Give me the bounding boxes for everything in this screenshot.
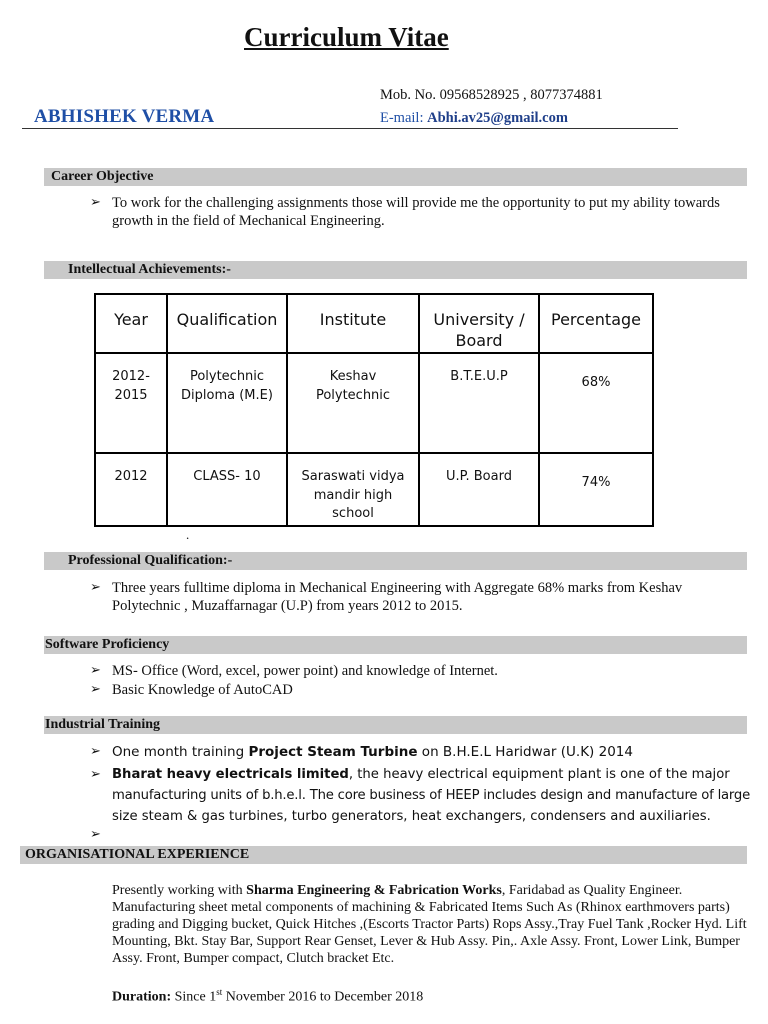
career-objective-line1: To work for the challenging assignments those will provide me the opportunity to put my ability towards: [112, 195, 720, 211]
email-address[interactable]: Abhi.av25@gmail.com: [427, 110, 568, 126]
cell-percentage: 68%: [539, 353, 653, 453]
experience-heading: ORGANISATIONAL EXPERIENCE: [20, 846, 747, 864]
column-header-board: University / Board: [419, 294, 539, 353]
mobile-number: Mob. No. 09568528925 , 8077374881: [380, 87, 603, 103]
cv-title: Curriculum Vitae: [244, 22, 449, 52]
software-item: [90, 681, 746, 699]
career-objective-item: [90, 194, 746, 232]
professional-line1: Three years fulltime diploma in Mechanical Engineering with Aggregate 68% marks from Keshav: [112, 580, 683, 596]
career-objective-heading: Career Objective: [44, 168, 747, 186]
empty-bullet: [90, 826, 110, 844]
table-row: [95, 353, 653, 453]
professional-item: [90, 579, 746, 617]
arrow-bullet-icon: ➢: [90, 767, 101, 782]
professional-line2: Polytechnic , Muzaffarnagar (U.P) from years 2012 to 2015.: [112, 598, 463, 614]
software-heading: Software Proficiency: [44, 636, 747, 654]
experience-line: Mounting, Bkt. Stay Bar, Support Rear Genset, Lever & Hub Assy. Pin,. Axle Assy. Front, Lower Link, Bumper: [112, 934, 740, 949]
column-header-institute: Institute: [287, 294, 419, 353]
software-item-text: Basic Knowledge of AutoCAD: [112, 682, 293, 698]
candidate-name: ABHISHEK VERMA: [34, 106, 215, 127]
cell-institute: Keshav Polytechnic: [287, 353, 419, 453]
column-header-percentage: Percentage: [539, 294, 653, 353]
cell-board: U.P. Board: [419, 453, 539, 526]
cell-qualification: CLASS- 10: [167, 453, 287, 526]
table-row: [95, 453, 653, 526]
cell-percentage: 74%: [539, 453, 653, 526]
achievements-heading: Intellectual Achievements:-: [44, 261, 747, 279]
training-heading: Industrial Training: [44, 716, 747, 734]
header-divider: [22, 128, 678, 129]
training-item: [90, 742, 750, 762]
arrow-bullet-icon: ➢: [90, 580, 101, 595]
experience-line: Manufacturing sheet metal components of machining & Fabricated Items Such As (Rhinox earthmovers parts): [112, 900, 730, 915]
career-objective-line2: growth in the field of Mechanical Engineering.: [112, 213, 385, 229]
stray-dot: .: [186, 527, 190, 542]
cell-year: 2012: [95, 453, 167, 526]
software-item-text: MS- Office (Word, excel, power point) and knowledge of Internet.: [112, 663, 498, 679]
email-line: [380, 110, 568, 127]
professional-heading: Professional Qualification:-: [44, 552, 747, 570]
table-header-row: [95, 294, 653, 353]
training-item: [90, 764, 750, 828]
arrow-bullet-icon: ➢: [90, 827, 101, 842]
experience-line: Assy. Front, Bumper compact, Clutch bracket Etc.: [112, 951, 395, 966]
arrow-bullet-icon: ➢: [90, 682, 101, 697]
experience-line: grading and Digging bucket, Quick Hitches ,(Escorts Tractor Parts) Rops Assy.,Tray Fuel Tank ,Rocker Hyd. Lift: [112, 917, 747, 932]
cell-board: B.T.E.U.P: [419, 353, 539, 453]
experience-body: [112, 882, 752, 967]
cell-institute: Saraswati vidya mandir high school: [287, 453, 419, 526]
achievements-table: [94, 293, 654, 527]
cell-year: 2012-2015: [95, 353, 167, 453]
software-item: [90, 662, 746, 680]
column-header-year: Year: [95, 294, 167, 353]
cell-qualification: Polytechnic Diploma (M.E): [167, 353, 287, 453]
experience-duration: Duration: Since 1st November 2016 to December 2018: [112, 987, 424, 1005]
arrow-bullet-icon: ➢: [90, 663, 101, 678]
column-header-qualification: Qualification: [167, 294, 287, 353]
arrow-bullet-icon: ➢: [90, 195, 101, 210]
experience-intro: Presently working with Sharma Engineering & Fabrication Works, Faridabad as Quality Engineer.: [112, 883, 683, 898]
email-label: E-mail:: [380, 110, 428, 126]
arrow-bullet-icon: ➢: [90, 744, 101, 759]
training-item-text: One month training Project Steam Turbine on B.H.E.L Haridwar (U.K) 2014: [112, 744, 633, 760]
training-item-text: Bharat heavy electricals limited, the heavy electrical equipment plant is one of the major manufacturing units of b.h.e.l. The core business of HEEP includes design and manufacture of large size steam & gas turbines, turbo generators, heat exchangers, condensers and auxiliaries.: [112, 767, 750, 824]
